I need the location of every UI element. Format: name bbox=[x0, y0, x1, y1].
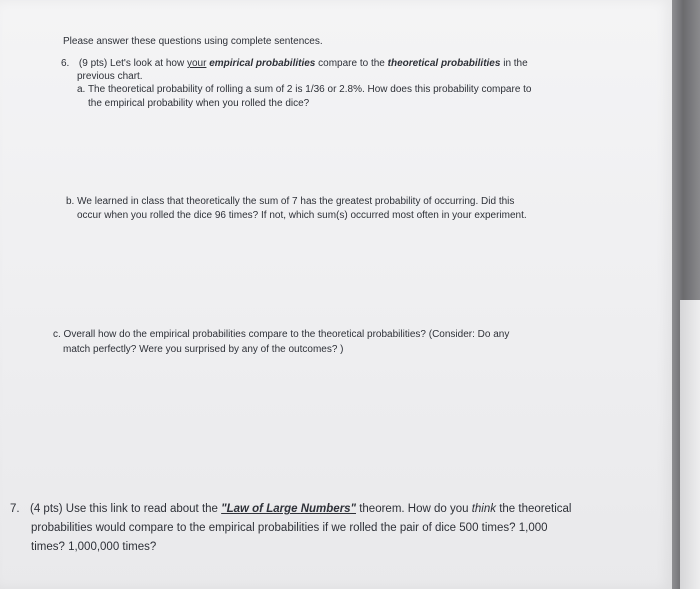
emphasis-your: your bbox=[186, 58, 207, 69]
part-a-line1: a. The theoretical probability of rolling a sum of 2 is 1/36 or 2.8%. How does this probability compare to bbox=[77, 84, 532, 95]
emphasis-think: think bbox=[471, 503, 497, 515]
instructions-text: Please answer these questions using complete sentences. bbox=[63, 36, 323, 47]
question-7-post: the theoretical bbox=[496, 503, 572, 515]
question-6-intro-text: (9 pts) Let's look at how bbox=[78, 58, 187, 69]
emphasis-empirical: empirical probabilities bbox=[206, 58, 316, 69]
part-b-line1: b. We learned in class that theoretically the sum of 7 has the greatest probability of occurring. Did this bbox=[66, 196, 515, 207]
question-7-mid: theorem. How do you bbox=[356, 503, 472, 515]
part-c-line1: c. Overall how do the empirical probabilities compare to the theoretical probabilities? (Consider: Do any bbox=[53, 329, 510, 340]
emphasis-theoretical: theoretical probabilities bbox=[387, 58, 501, 69]
question-7-number: 7. bbox=[10, 503, 20, 515]
question-7-text: (4 pts) Use this link to read about the bbox=[30, 503, 222, 515]
question-6-intro-post: in the bbox=[500, 58, 528, 69]
question-7-line1 bbox=[10, 502, 571, 516]
question-6-intro bbox=[61, 58, 528, 70]
part-c-line2: match perfectly? Were you surprised by any of the outcomes? ) bbox=[63, 344, 344, 355]
part-b-line2: occur when you rolled the dice 96 times? If not, which sum(s) occurred most often in your experiment. bbox=[77, 210, 527, 221]
question-6-intro-line2: previous chart. bbox=[77, 71, 143, 82]
law-of-large-numbers-link[interactable]: "Law of Large Numbers" bbox=[221, 503, 357, 515]
part-a-line2: the empirical probability when you rolled the dice? bbox=[88, 98, 310, 109]
question-6-number: 6. bbox=[61, 58, 70, 69]
question-7-line2: probabilities would compare to the empirical probabilities if we rolled the pair of dice 500 times? 1,000 bbox=[31, 522, 548, 534]
question-6-intro-mid: compare to the bbox=[315, 58, 388, 69]
question-7-line3: times? 1,000,000 times? bbox=[31, 541, 157, 553]
page-edge-lower bbox=[680, 300, 700, 589]
